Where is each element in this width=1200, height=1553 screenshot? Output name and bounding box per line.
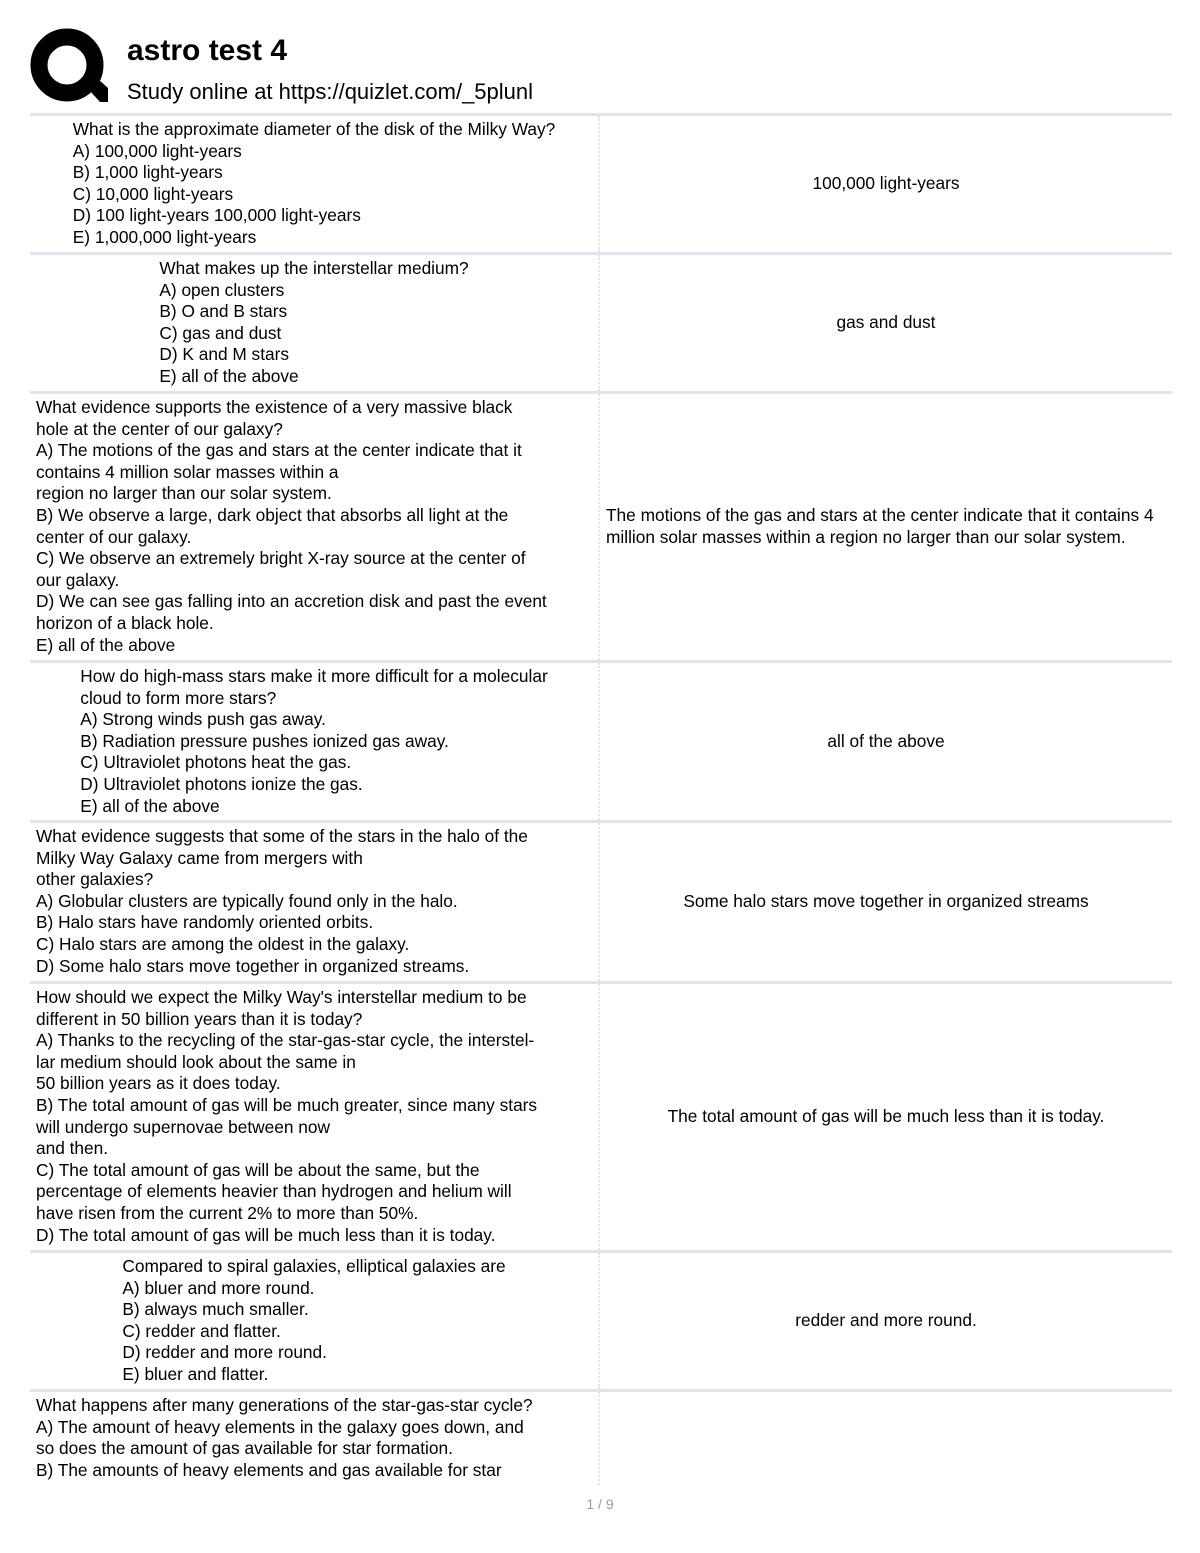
question-line: B) The total amount of gas will be much greater, since many stars [36, 1094, 538, 1115]
answer-cell [600, 255, 1172, 391]
flashcard-row [30, 252, 1172, 391]
question-line: cloud to form more stars? [80, 687, 277, 708]
question-line: B) always much smaller. [122, 1299, 309, 1320]
question-line: Milky Way Galaxy came from mergers with [36, 847, 363, 868]
question-line: C) gas and dust [159, 322, 282, 343]
question-line: E) all of the above [159, 365, 299, 386]
question-line: C) redder and flatter. [122, 1320, 281, 1341]
question-line: C) The total amount of gas will be about the same, but the [36, 1159, 480, 1180]
question-line: A) The motions of the gas and stars at the center indicate that it [36, 440, 522, 461]
question-cell [30, 394, 600, 660]
flashcard-row [30, 660, 1172, 820]
question-line: B) Radiation pressure pushes ionized gas away. [80, 730, 449, 751]
flashcard-row [30, 981, 1172, 1250]
answer-text: The total amount of gas will be much less than it is today. [667, 1106, 1105, 1127]
question-line: A) Globular clusters are typically found only in the halo. [36, 890, 458, 911]
question-line: center of our galaxy. [36, 526, 192, 547]
question-line: region no larger than our solar system. [36, 483, 332, 504]
question-line: What happens after many generations of the star-gas-star cycle? [36, 1395, 533, 1415]
question-line: How do high-mass stars make it more difficult for a molecular [80, 666, 548, 686]
answer-text: The motions of the gas and stars at the center indicate that it contains 4 million solar masses within a region no larger than our solar system. [606, 505, 1154, 547]
answer-cell [600, 1253, 1172, 1389]
question-line: A) open clusters [159, 279, 285, 300]
question-line: our galaxy. [36, 569, 120, 590]
question-cell [30, 1253, 600, 1389]
question-line: What evidence suggests that some of the stars in the halo of the [36, 826, 528, 846]
question-line: and then. [36, 1138, 109, 1159]
flashcard-row [30, 113, 1172, 252]
question-line: B) We observe a large, dark object that absorbs all light at the [36, 504, 509, 525]
question-line: D) redder and more round. [122, 1342, 327, 1363]
question-line: B) Halo stars have randomly oriented orbits. [36, 912, 374, 933]
question-line: D) 100 light-years 100,000 light-years [72, 205, 361, 226]
question-line: How should we expect the Milky Way's interstellar medium to be [36, 987, 527, 1007]
question-line: What evidence supports the existence of a very massive black [36, 397, 513, 417]
answer-cell [600, 823, 1172, 981]
question-cell [30, 116, 600, 252]
set-title: astro test 4 [127, 34, 288, 67]
question-line: C) Halo stars are among the oldest in the galaxy. [36, 933, 410, 954]
question-line: different in 50 billion years than it is today? [36, 1008, 363, 1029]
question-line: have risen from the current 2% to more than 50%. [36, 1202, 419, 1223]
question-line: B) The amounts of heavy elements and gas available for star [36, 1459, 502, 1480]
question-line: A) Thanks to the recycling of the star-gas-star cycle, the interstel- [36, 1030, 535, 1051]
question-cell [30, 984, 600, 1250]
question-line: A) bluer and more round. [122, 1277, 315, 1298]
question-line: D) The total amount of gas will be much less than it is today. [36, 1224, 496, 1245]
question-line: B) 1,000 light-years [72, 162, 223, 183]
question-line: lar medium should look about the same in [36, 1051, 356, 1072]
question-line: E) all of the above [80, 795, 220, 816]
question-line: A) Strong winds push gas away. [80, 709, 326, 730]
answer-text: redder and more round. [795, 1310, 977, 1331]
question-line: hole at the center of our galaxy? [36, 418, 283, 439]
flashcard-list [30, 113, 1172, 1485]
page-number: 1 / 9 [586, 1496, 614, 1512]
question-line: C) Ultraviolet photons heat the gas. [80, 752, 352, 773]
question-line: Compared to spiral galaxies, elliptical galaxies are [122, 1256, 506, 1276]
question-line: E) all of the above [36, 634, 176, 655]
study-online-link[interactable]: Study online at https://quizlet.com/_5plunl [127, 79, 534, 104]
question-line: other galaxies? [36, 869, 154, 890]
answer-text: all of the above [827, 730, 945, 751]
question-line: so does the amount of gas available for star formation. [36, 1438, 453, 1459]
question-line: B) O and B stars [159, 301, 288, 322]
flashcard-row [30, 820, 1172, 981]
question-line: D) K and M stars [159, 344, 290, 365]
question-line: horizon of a black hole. [36, 612, 214, 633]
answer-cell [600, 1392, 1172, 1485]
answer-text: 100,000 light-years [812, 173, 960, 194]
question-cell [30, 1392, 600, 1485]
question-line: C) We observe an extremely bright X-ray source at the center of [36, 548, 526, 569]
question-line: A) 100,000 light-years [72, 140, 242, 161]
answer-cell [600, 663, 1172, 820]
answer-text: Some halo stars move together in organized streams [683, 891, 1089, 912]
question-line: E) bluer and flatter. [122, 1363, 269, 1384]
question-line: 50 billion years as it does today. [36, 1073, 281, 1094]
question-line: What makes up the interstellar medium? [159, 258, 469, 278]
question-line: contains 4 million solar masses within a [36, 461, 339, 482]
flashcard-row [30, 391, 1172, 660]
question-line: What is the approximate diameter of the disk of the Milky Way? [72, 119, 556, 139]
question-line: will undergo supernovae between now [36, 1116, 330, 1137]
answer-text: gas and dust [836, 312, 936, 333]
page-header [30, 28, 1170, 110]
flashcard-row [30, 1389, 1172, 1485]
answer-cell [600, 394, 1172, 660]
question-cell [30, 663, 600, 820]
flashcard-row [30, 1250, 1172, 1389]
answer-cell [600, 116, 1172, 252]
answer-cell [600, 984, 1172, 1250]
question-line: C) 10,000 light-years [72, 183, 234, 204]
question-line: D) Some halo stars move together in organized streams. [36, 955, 470, 976]
question-line: percentage of elements heavier than hydrogen and helium will [36, 1181, 512, 1202]
question-line: A) The amount of heavy elements in the galaxy goes down, and [36, 1416, 524, 1437]
question-cell [30, 255, 600, 391]
question-line: D) Ultraviolet photons ionize the gas. [80, 773, 363, 794]
question-line: E) 1,000,000 light-years [72, 226, 257, 247]
question-cell [30, 823, 600, 981]
question-line: D) We can see gas falling into an accretion disk and past the event [36, 591, 547, 612]
quizlet-q-logo-icon [30, 28, 108, 106]
